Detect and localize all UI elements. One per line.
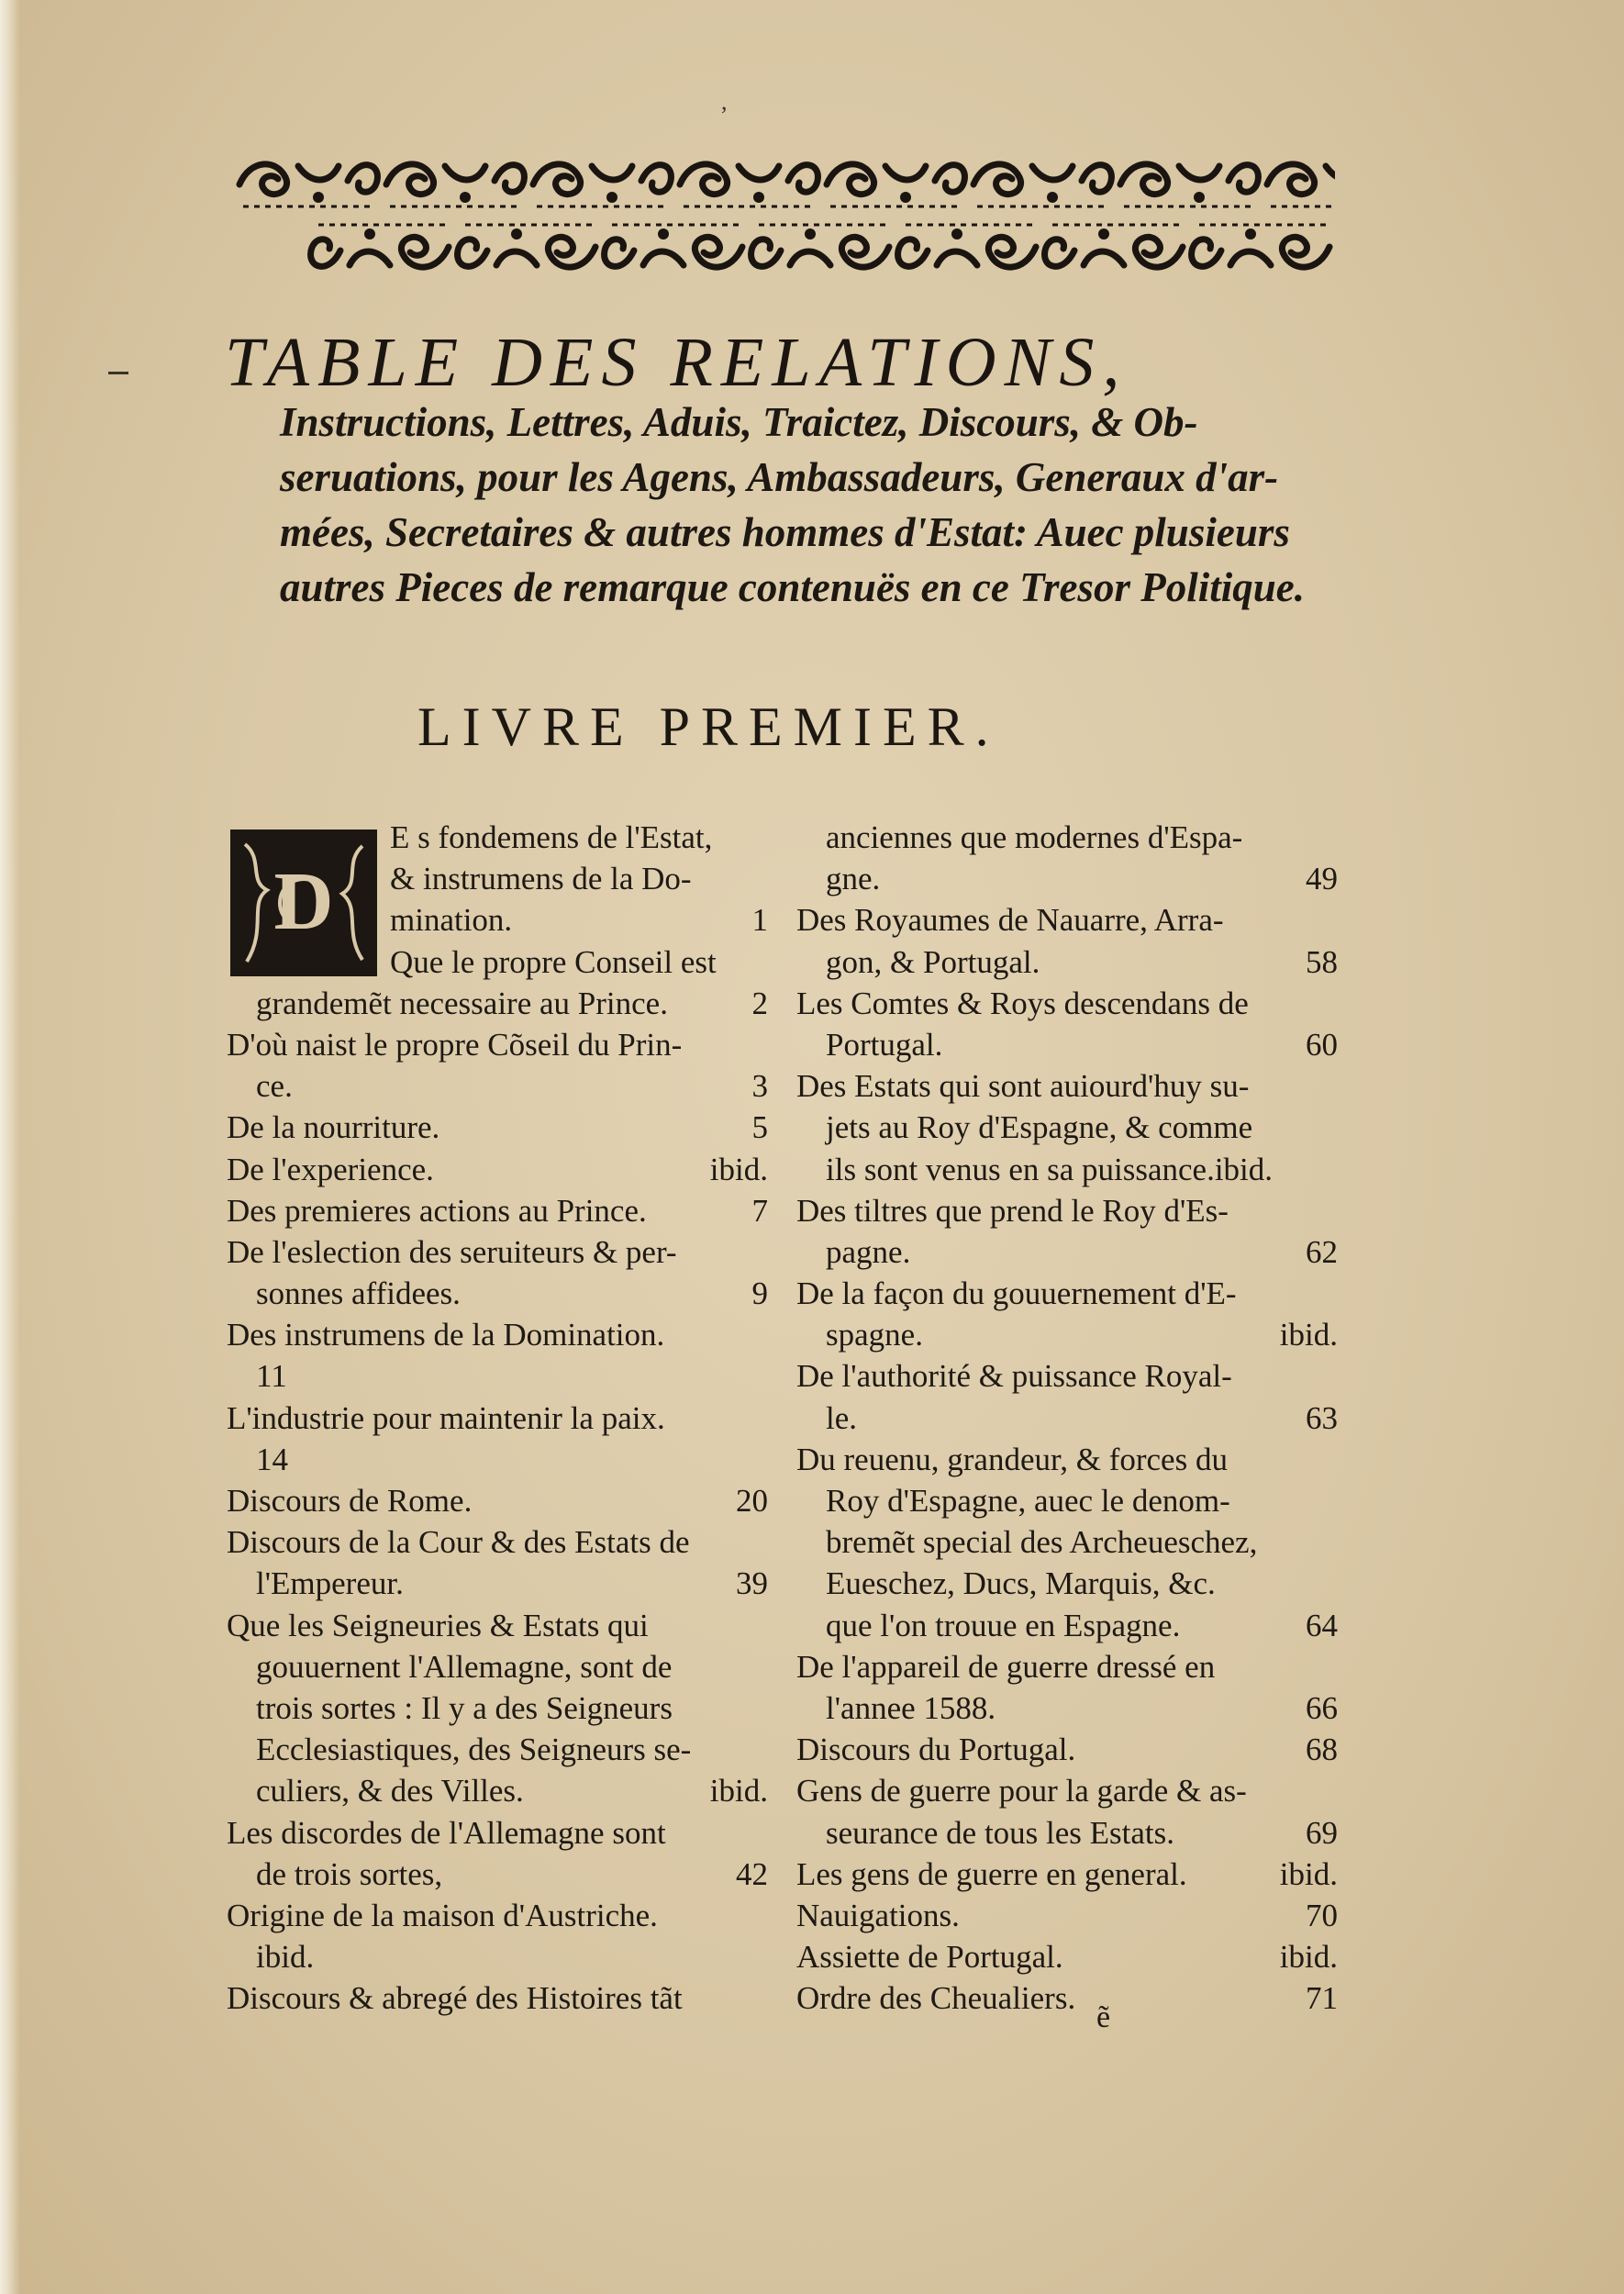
index-entry-page: 63 xyxy=(1306,1399,1338,1436)
index-entry-page: 64 xyxy=(1306,1607,1338,1643)
index-entry xyxy=(227,1024,768,1065)
index-entry-text: Du reuenu, grandeur, & forces du xyxy=(796,1441,1228,1477)
livre-heading: LIVRE PREMIER. xyxy=(417,696,1000,757)
subtitle-line: Instructions, Lettres, Aduis, Traictez, Discours, & Ob- xyxy=(280,399,1198,445)
index-entry-text: pagne. xyxy=(826,1233,911,1270)
index-entry xyxy=(796,1355,1338,1397)
index-entry-text: 14 xyxy=(256,1441,288,1477)
index-entry-text: De l'experience. xyxy=(227,1151,434,1187)
index-entry xyxy=(227,1355,768,1397)
index-entry-text: Gens de guerre pour la garde & as- xyxy=(796,1773,1247,1810)
index-entry-page: 9 xyxy=(751,1275,768,1312)
ornament-band-icon xyxy=(234,151,1335,280)
index-entry-page: 71 xyxy=(1306,1980,1338,2017)
index-entry-text: L'industrie pour maintenir la paix. xyxy=(227,1399,665,1436)
index-entry xyxy=(796,899,1338,941)
index-entry-text: gouuernent l'Allemagne, sont de xyxy=(256,1648,673,1685)
index-entry-page: 5 xyxy=(751,1109,768,1146)
index-entry-text: D'où naist le propre Cõseil du Prin- xyxy=(227,1026,683,1063)
index-entry-page: 7 xyxy=(751,1192,768,1229)
index-entry-text: Les Comtes & Roys descendans de xyxy=(796,985,1249,1021)
index-entry-text: spagne. xyxy=(826,1317,923,1353)
index-entry xyxy=(796,1646,1338,1687)
index-entry xyxy=(796,1729,1338,1770)
index-entry-text: Ordre des Cheualiers. xyxy=(796,1980,1076,2017)
index-entry-text: de trois sortes, xyxy=(256,1855,443,1892)
index-entry-text: Discours du Portugal. xyxy=(796,1732,1076,1768)
subtitle-line: autres Pieces de remarque contenuës en ce Tresor Politique. xyxy=(280,564,1305,610)
index-entry-text: Des Estats qui sont auiourd'huy su- xyxy=(796,1068,1250,1105)
index-entry xyxy=(796,1605,1338,1646)
index-entry-text: l'annee 1588. xyxy=(826,1689,996,1726)
index-entry xyxy=(227,1439,768,1480)
index-entry-text: seurance de tous les Estats. xyxy=(826,1814,1175,1851)
index-entry-page: 3 xyxy=(751,1068,768,1105)
index-entry-page: ibid. xyxy=(1279,1855,1338,1892)
index-entry-text: E s fondemens de l'Estat, xyxy=(390,819,713,855)
index-entry-text: Nauigations. xyxy=(796,1897,960,1933)
index-entry xyxy=(796,1065,1338,1107)
index-entry-text: Portugal. xyxy=(826,1026,943,1063)
index-entry-text: grandemẽt necessaire au Prince. xyxy=(256,985,668,1021)
index-entry-text: gne. xyxy=(826,861,881,897)
index-entry-page: 69 xyxy=(1306,1814,1338,1851)
index-entry xyxy=(796,1314,1338,1355)
index-entry-text: ils sont venus en sa puissance.ibid. xyxy=(826,1151,1274,1187)
index-entry xyxy=(227,941,768,983)
index-entry xyxy=(796,1895,1338,1936)
index-entry xyxy=(796,1398,1338,1439)
index-entry xyxy=(796,1190,1338,1231)
index-entry-text: jets au Roy d'Espagne, & comme xyxy=(826,1109,1253,1146)
index-entry xyxy=(796,1521,1338,1563)
table-title: TABLE DES RELATIONS, xyxy=(225,324,1129,401)
index-entry-text: Discours & abregé des Histoires tãt xyxy=(227,1980,683,2017)
page-edge xyxy=(0,0,20,2294)
index-entry xyxy=(227,1854,768,1895)
index-entry-page: 62 xyxy=(1306,1233,1338,1270)
index-entry-text: Que le propre Conseil est xyxy=(390,943,717,980)
dropcap-letter: D xyxy=(273,856,334,947)
index-entry xyxy=(227,1273,768,1314)
index-entry-text: mination. xyxy=(390,902,513,939)
index-entry xyxy=(227,1729,768,1770)
index-entry xyxy=(227,1646,768,1687)
index-entry-text: & instrumens de la Do- xyxy=(390,861,692,897)
index-entry-text: Discours de Rome. xyxy=(227,1483,473,1519)
index-entry-text: De l'authorité & puissance Royal- xyxy=(796,1358,1232,1395)
index-entry-text: De l'appareil de guerre dressé en xyxy=(796,1648,1216,1685)
index-entry-text: Roy d'Espagne, auec le denom- xyxy=(826,1483,1230,1519)
index-entry xyxy=(796,983,1338,1024)
index-entry xyxy=(796,1024,1338,1065)
index-entry xyxy=(796,1687,1338,1729)
index-entry xyxy=(796,1812,1338,1854)
index-entry xyxy=(796,941,1338,983)
index-entry xyxy=(796,817,1338,858)
index-entry-page: 1 xyxy=(751,902,768,939)
index-entry-text: De la façon du gouuernement d'E- xyxy=(796,1275,1237,1312)
index-entry-page: ibid. xyxy=(1279,1317,1338,1353)
index-entry-text: De la nourriture. xyxy=(227,1109,440,1146)
index-entry xyxy=(796,858,1338,899)
index-entry-text: Les gens de guerre en general. xyxy=(796,1855,1187,1892)
index-entry xyxy=(227,858,768,899)
index-entry-text: ibid. xyxy=(256,1939,315,1976)
index-entry-text: 11 xyxy=(256,1358,287,1395)
catchword: ẽ xyxy=(1096,2000,1111,2034)
index-entry-page: 68 xyxy=(1306,1732,1338,1768)
index-entry-page: ibid. xyxy=(709,1773,768,1810)
index-entry-page: 20 xyxy=(736,1483,768,1519)
index-entry xyxy=(796,1149,1338,1190)
index-entry xyxy=(796,1770,1338,1811)
index-entry-text: anciennes que modernes d'Espa- xyxy=(826,819,1243,855)
index-entry-text: culiers, & des Villes. xyxy=(256,1773,524,1810)
index-entry-page: 70 xyxy=(1306,1897,1338,1933)
index-entry-text: Des instrumens de la Domination. xyxy=(227,1317,665,1353)
index-entry xyxy=(227,1977,768,2019)
index-entry-page: 49 xyxy=(1306,861,1338,897)
subtitle-line: mées, Secretaires & autres hommes d'Estat: Auec plusieurs xyxy=(280,509,1290,555)
index-entry-text: Des tiltres que prend le Roy d'Es- xyxy=(796,1192,1229,1229)
index-entry-text: Que les Seigneuries & Estats qui xyxy=(227,1607,649,1643)
index-entry xyxy=(796,1231,1338,1273)
index-entry-page: 39 xyxy=(736,1565,768,1602)
index-entry xyxy=(227,1895,768,1936)
index-entry xyxy=(227,1314,768,1355)
left-index-column xyxy=(227,817,768,2019)
index-entry xyxy=(227,1770,768,1811)
index-entry-page: ibid. xyxy=(1279,1939,1338,1976)
index-entry-text: ce. xyxy=(256,1068,293,1105)
index-entry xyxy=(227,1936,768,1977)
index-entry-text: le. xyxy=(826,1399,858,1436)
index-entry xyxy=(227,1231,768,1273)
index-entry-text: Eueschez, Ducs, Marquis, &c. xyxy=(826,1565,1216,1602)
index-entry xyxy=(227,1605,768,1646)
index-entry xyxy=(796,1439,1338,1480)
index-entry-text: bremẽt special des Archeueschez, xyxy=(826,1524,1258,1561)
index-entry-page: 66 xyxy=(1306,1689,1338,1726)
index-entry-text: Des premieres actions au Prince. xyxy=(227,1192,647,1229)
table-subtitle xyxy=(280,395,1335,615)
index-entry xyxy=(796,1936,1338,1977)
signature-mark: , xyxy=(721,88,728,115)
index-entry xyxy=(796,1563,1338,1604)
index-entry xyxy=(227,1812,768,1854)
index-entry xyxy=(796,1480,1338,1521)
index-entry xyxy=(227,1190,768,1231)
index-entry xyxy=(227,1563,768,1604)
index-entry xyxy=(796,1977,1338,2019)
index-entry-page: 2 xyxy=(751,985,768,1021)
index-entry xyxy=(227,1398,768,1439)
index-entry xyxy=(227,1480,768,1521)
index-entry xyxy=(227,983,768,1024)
index-entry xyxy=(796,1273,1338,1314)
index-entry-page: 58 xyxy=(1306,943,1338,980)
subtitle-line: seruations, pour les Agens, Ambassadeurs, Generaux d'ar- xyxy=(280,454,1279,500)
index-entry-text: gon, & Portugal. xyxy=(826,943,1040,980)
index-entry-text: que l'on trouue en Espagne. xyxy=(826,1607,1181,1643)
index-entry xyxy=(227,1521,768,1563)
index-entry-text: Des Royaumes de Nauarre, Arra- xyxy=(796,902,1224,939)
index-entry-text: Assiette de Portugal. xyxy=(796,1939,1063,1976)
index-entry-text: Discours de la Cour & des Estats de xyxy=(227,1524,690,1561)
index-entry-text: l'Empereur. xyxy=(256,1565,404,1602)
index-entry-text: Origine de la maison d'Austriche. xyxy=(227,1897,658,1933)
index-entry-text: Les discordes de l'Allemagne sont xyxy=(227,1814,666,1851)
index-entry-text: Ecclesiastiques, des Seigneurs se- xyxy=(256,1732,692,1768)
index-entry-page: 60 xyxy=(1306,1026,1338,1063)
index-entry-page: ibid. xyxy=(709,1151,768,1187)
index-entry xyxy=(227,899,768,941)
index-entry-page: 42 xyxy=(736,1855,768,1892)
right-index-column xyxy=(796,817,1338,2019)
index-entry-text: sonnes affidees. xyxy=(256,1275,461,1312)
index-entry xyxy=(796,1854,1338,1895)
index-entry xyxy=(227,1107,768,1148)
index-entry xyxy=(227,1149,768,1190)
index-entry-text: trois sortes : Il y a des Seigneurs xyxy=(256,1689,673,1726)
index-entry-text: De l'eslection des seruiteurs & per- xyxy=(227,1233,677,1270)
index-entry xyxy=(227,817,768,858)
index-entry xyxy=(796,1107,1338,1148)
index-entry xyxy=(227,1065,768,1107)
margin-dash xyxy=(108,372,128,374)
index-entry xyxy=(227,1687,768,1729)
